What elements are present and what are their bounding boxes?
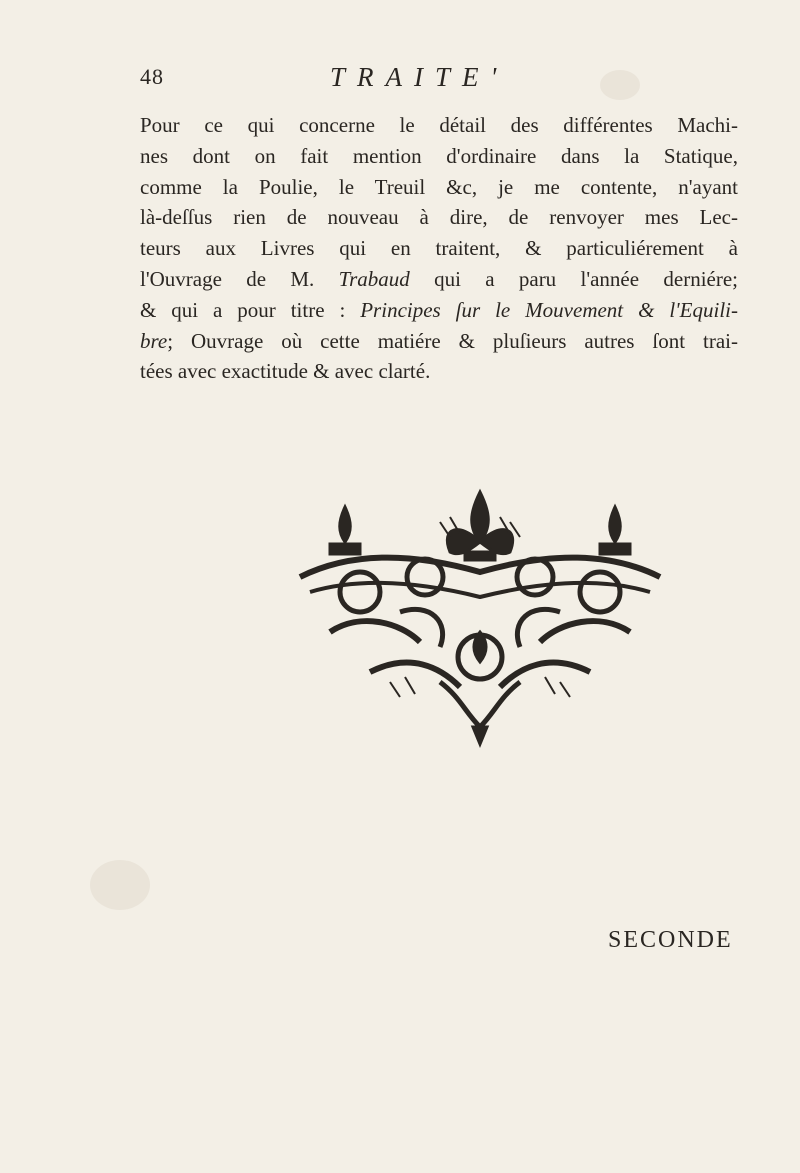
book-title-end: bre bbox=[140, 328, 168, 353]
paper-stain bbox=[90, 860, 150, 910]
text-line: Pour ce qui concerne le détail des différentes Machi- bbox=[140, 113, 738, 137]
book-title: Principes ſur le Mouvement & l'Equili- bbox=[360, 297, 738, 322]
catchword: SECONDE bbox=[608, 927, 733, 953]
text-line bbox=[140, 264, 738, 295]
author-name: Trabaud bbox=[338, 266, 410, 291]
text-line: tées avec exactitude & avec clarté. bbox=[140, 359, 431, 384]
text-span: qui a paru l'année derniére; bbox=[409, 266, 738, 291]
text-span: ; Ouvrage où cette matiére & pluſieurs autres ſont trai- bbox=[167, 328, 738, 353]
text-line: comme la Poulie, le Treuil &c, je me contente, n'ayant bbox=[140, 174, 738, 199]
fleur-de-lis-ornament-icon bbox=[290, 482, 670, 752]
page-header bbox=[0, 62, 800, 102]
text-line: teurs aux Livres qui en traitent, & particuliérement à bbox=[140, 236, 738, 261]
text-line: nes dont on fait mention d'ordinaire dans la Statique, bbox=[140, 143, 738, 168]
running-title: TRAITE' bbox=[330, 62, 509, 92]
text-line bbox=[140, 295, 738, 326]
body-paragraph bbox=[140, 110, 738, 387]
text-line: là-deſſus rien de nouveau à dire, de renvoyer mes Lec- bbox=[140, 205, 738, 230]
text-span: l'Ouvrage de M. bbox=[140, 266, 339, 291]
text-span: & qui a pour titre : bbox=[140, 297, 361, 322]
page-number: 48 bbox=[140, 64, 164, 89]
text-line bbox=[140, 326, 738, 357]
